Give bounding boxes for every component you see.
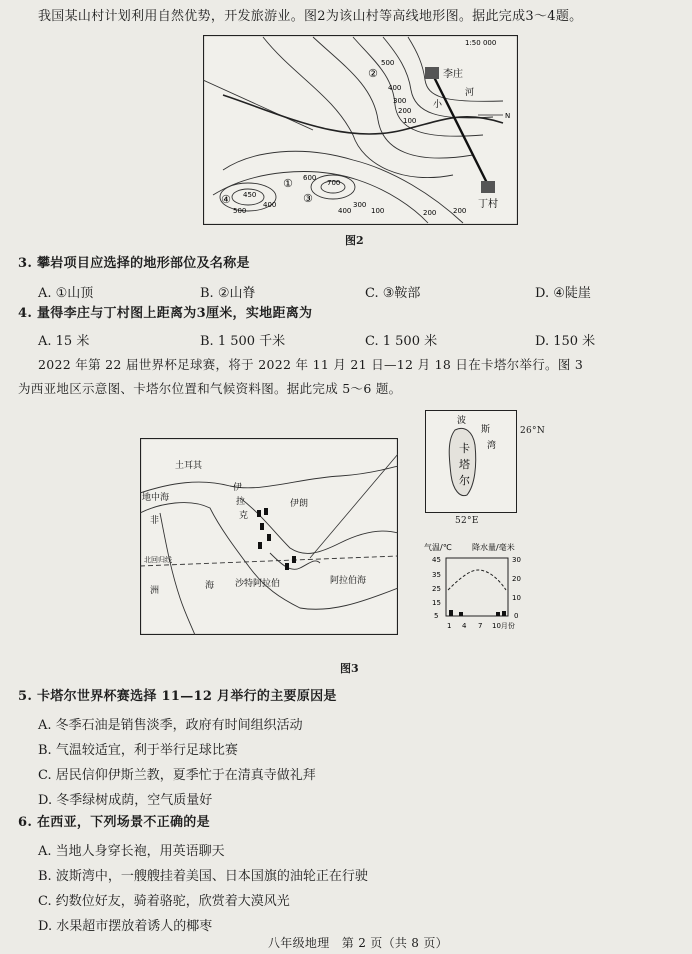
contour-label: 400 bbox=[388, 84, 402, 92]
label-red-sea: 海 bbox=[205, 581, 215, 591]
contour-label: 400 bbox=[338, 207, 352, 215]
q3-option-b: B. ②山脊 bbox=[200, 286, 256, 301]
temp-tick: 5 bbox=[434, 612, 439, 620]
label-iran: 伊朗 bbox=[290, 499, 309, 509]
q6-option-a: A. 当地人身穿长袍，用英语聊天 bbox=[38, 844, 225, 859]
village-icon-dingcun bbox=[481, 181, 495, 193]
month-tick: 1 bbox=[447, 622, 452, 630]
q3-option-d: D. ④陡崖 bbox=[535, 286, 591, 301]
precip-tick: 0 bbox=[514, 612, 519, 620]
contour-label: 100 bbox=[403, 117, 417, 125]
village-icon-lizhuang bbox=[425, 67, 439, 79]
label-mediterranean: 地中海 bbox=[142, 493, 170, 503]
figure-3-west-asia-map bbox=[140, 438, 398, 635]
q4-option-c: C. 1 500 米 bbox=[365, 334, 438, 349]
contour-label: 200 bbox=[453, 207, 467, 215]
qatar-label-3: 尔 bbox=[459, 474, 470, 487]
label-iraq-1: 伊 bbox=[233, 483, 243, 493]
q4-option-d: D. 150 米 bbox=[535, 334, 596, 349]
contour-label: 100 bbox=[371, 207, 385, 215]
qatar-inset-map bbox=[425, 410, 517, 513]
q5-option-a: A. 冬季石油是销售淡季，政府有时间组织活动 bbox=[38, 718, 303, 733]
q3-option-c: C. ③鞍部 bbox=[365, 286, 421, 301]
village-label-lizhuang: 李庄 bbox=[443, 69, 463, 80]
contour-label: 450 bbox=[243, 191, 257, 199]
longitude-label: 52°E bbox=[455, 516, 479, 526]
precip-axis-title: 降水量/毫米 bbox=[472, 543, 515, 552]
mark-2: ② bbox=[368, 67, 378, 80]
q6-option-b: B. 波斯湾中，一艘艘挂着美国、日本国旗的油轮正在行驶 bbox=[38, 869, 368, 884]
q5-stem: 5. 卡塔尔世界杯赛选择 11—12 月举行的主要原因是 bbox=[18, 689, 337, 704]
label-saudi: 沙特阿拉伯 bbox=[235, 579, 281, 589]
map-scale-label: 1:50 000 bbox=[465, 39, 497, 47]
q3-stem: 3. 攀岩项目应选择的地形部位及名称是 bbox=[18, 256, 250, 271]
q4-stem: 4. 量得李庄与丁村图上距离为3厘米，实地距离为 bbox=[18, 306, 313, 321]
temperature-curve bbox=[448, 570, 506, 590]
q5-option-d: D. 冬季绿树成荫，空气质量好 bbox=[38, 793, 213, 808]
q3-option-a: A. ①山顶 bbox=[38, 286, 94, 301]
contour-label: 600 bbox=[303, 174, 317, 182]
qatar-label-2: 塔 bbox=[459, 458, 470, 471]
qatar-label-1: 卡 bbox=[459, 442, 470, 455]
figure-2-contour-map bbox=[203, 35, 518, 225]
q6-option-d: D. 水果超市摆放着诱人的椰枣 bbox=[38, 919, 213, 934]
label-iraq-2: 拉 bbox=[236, 497, 246, 507]
river-label-1: 小 bbox=[433, 100, 443, 110]
intro-text-2b: 为西亚地区示意图、卡塔尔位置和气候资料图。据此完成 5～6 题。 bbox=[18, 381, 402, 396]
inset-label-1: 波 bbox=[457, 416, 467, 426]
contour-label: 200 bbox=[423, 209, 437, 217]
contour-label: 500 bbox=[233, 207, 247, 215]
precip-bars bbox=[449, 610, 506, 616]
contour-label: 200 bbox=[398, 107, 412, 115]
label-iraq-3: 克 bbox=[239, 511, 249, 521]
mark-1: ① bbox=[283, 177, 293, 190]
page-footer: 八年级地理 第 2 页（共 8 页） bbox=[268, 936, 448, 950]
month-tick: 10月份 bbox=[492, 622, 515, 630]
precip-tick: 20 bbox=[512, 575, 521, 583]
river-label-2: 河 bbox=[465, 88, 475, 98]
q4-option-b: B. 1 500 千米 bbox=[200, 334, 286, 349]
intro-text-2a: 2022 年第 22 届世界杯足球赛，将于 2022 年 11 月 21 日—12 月 18 日在卡塔尔举行。图 3 bbox=[38, 357, 584, 372]
contour-label: 300 bbox=[393, 97, 407, 105]
label-africa-2: 洲 bbox=[150, 586, 160, 596]
temp-tick: 35 bbox=[432, 571, 441, 579]
figure-3-caption: 图3 bbox=[340, 662, 359, 675]
inset-label-3: 湾 bbox=[487, 441, 497, 451]
q4-option-a: A. 15 米 bbox=[38, 334, 90, 349]
temp-tick: 45 bbox=[432, 556, 441, 564]
temp-tick: 15 bbox=[432, 599, 441, 607]
contour-label: 500 bbox=[381, 59, 395, 67]
q5-option-b: B. 气温较适宜，利于举行足球比赛 bbox=[38, 743, 238, 758]
north-label: N bbox=[505, 112, 511, 120]
label-arabian-sea: 阿拉伯海 bbox=[330, 576, 367, 586]
temp-axis-title: 气温/℃ bbox=[424, 543, 452, 552]
intro-text-1: 我国某山村计划利用自然优势，开发旅游业。图2为该山村等高线地形图。据此完成3～4题。 bbox=[38, 9, 583, 24]
climate-chart bbox=[420, 540, 540, 632]
chart-plot-area bbox=[446, 558, 508, 616]
contour-label: 400 bbox=[263, 201, 277, 209]
label-tropic: 北回归线 bbox=[144, 556, 172, 564]
figure-2-caption: 图2 bbox=[345, 234, 364, 247]
temp-tick: 25 bbox=[432, 585, 441, 593]
precip-tick: 30 bbox=[512, 556, 521, 564]
village-label-dingcun: 丁村 bbox=[478, 199, 498, 210]
label-turkey: 土耳其 bbox=[175, 461, 203, 471]
label-africa-1: 非 bbox=[150, 516, 160, 526]
q5-option-c: C. 居民信仰伊斯兰教，夏季忙于在清真寺做礼拜 bbox=[38, 768, 316, 783]
contour-label: 700 bbox=[327, 179, 341, 187]
month-tick: 4 bbox=[462, 622, 467, 630]
mark-4: ④ bbox=[221, 193, 231, 206]
contour-label: 300 bbox=[353, 201, 367, 209]
precip-tick: 10 bbox=[512, 594, 521, 602]
q6-option-c: C. 约数位好友，骑着骆驼，欣赏着大漠风光 bbox=[38, 894, 290, 909]
mark-3: ③ bbox=[303, 192, 313, 205]
inset-label-2: 斯 bbox=[481, 425, 491, 435]
month-tick: 7 bbox=[478, 622, 483, 630]
q6-stem: 6. 在西亚，下列场景不正确的是 bbox=[18, 815, 210, 830]
latitude-label: 26°N bbox=[520, 426, 546, 436]
